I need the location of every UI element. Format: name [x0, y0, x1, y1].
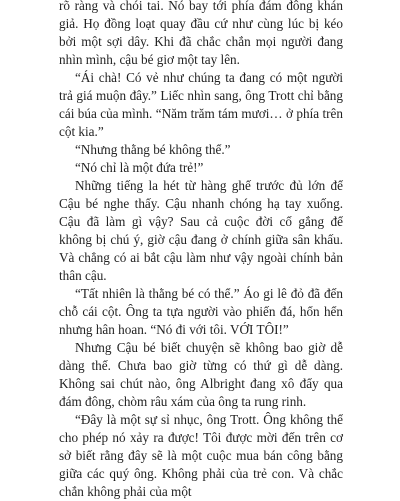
- paragraph: “Đây là một sự sỉ nhục, ông Trott. Ông không thể cho phép nó xảy ra được! Tôi được mời đến trên cơ sở biết rằng đây sẽ là một cuộc mua bán công bằng giữa các quý ông. Không phải của trẻ con. Và chắc chắn không phải của một: [59, 412, 343, 499]
- paragraph: “Nhưng thằng bé không thể.”: [75, 142, 231, 157]
- paragraph: “Ái chà! Có vẻ như chúng ta đang có một người trả giá muộn đây.” Liếc nhìn sang, ông Trott chỉ bằng cái búa của mình. “Năm trăm tám mươi… ở phía trên cột kia.”: [59, 70, 343, 139]
- page-text: [59, 0, 343, 501]
- paragraph: Nhưng Cậu bé biết chuyện sẽ không bao giờ dễ dàng thế. Chưa bao giờ từng có thứ gì dễ dàng. Không sai chút nào, ông Albright đang xô đẩy qua đám đông, chòm râu xám của ông ta rung rinh.: [59, 340, 343, 409]
- paragraph: “Nó chỉ là một đứa trẻ!”: [75, 160, 204, 175]
- paragraph: “Tất nhiên là thằng bé có thể.” Áo gi lê đỏ đã đến chỗ cái cột. Ông ta tựa người vào phiến đá, hổn hển nhưng hân hoan. “Nó đi với tôi. VỚI TÔI!”: [59, 286, 343, 337]
- paragraph: rõ ràng và chói tai. Nó bay tới phía đám đông khán giả. Họ đồng loạt quay đầu cứ như cùng lúc bị kéo bởi một sợi dây. Khi đã chắc chắn mọi người đang nhìn mình, cậu bé giơ một tay lên.: [59, 0, 343, 67]
- paragraph: Những tiếng la hét từ hàng ghế trước đủ lớn để Cậu bé nghe thấy. Cậu nhanh chóng hạ tay xuống. Cậu đã làm gì vậy? Sau cả cuộc đời cố gắng để không bị chú ý, giờ cậu đang ở chính giữa sân khấu. Và chẳng có ai bắt cậu làm như vậy ngoài chính bản thân cậu.: [59, 178, 343, 283]
